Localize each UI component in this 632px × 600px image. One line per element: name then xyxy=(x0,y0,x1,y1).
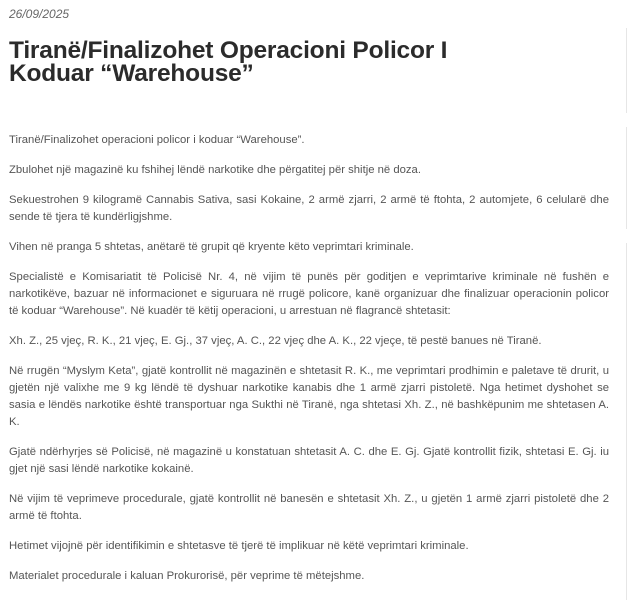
article-date: 26/09/2025 xyxy=(9,7,70,21)
paragraph: Tiranë/Finalizohet operacioni policor i koduar “Warehouse”. xyxy=(9,134,305,146)
article-title xyxy=(9,39,609,85)
paragraph: Specialistë e Komisariatit të Policisë Nr. 4, në vijim të punës për goditjen e veprimtarive kriminale në fushën e narkotikëve, bazuar në informacionet e siguruara në rrugë policore, kanë organizuar dhe finalizuar operacionin policor të koduar “Warehouse”. Në kuadër të këtij operacioni, u arrestuan në flagrancë shtetasit: xyxy=(9,271,609,317)
paragraph: Hetimet vijojnë për identifikimin e shtetasve të tjerë të implikuar në këtë veprimtari kriminale. xyxy=(9,540,469,552)
article-title-line-1: Tiranë/Finalizohet Operacioni Policor I xyxy=(9,37,448,64)
paragraph: Në rrugën “Myslym Keta”, gjatë kontrollit në magazinën e shtetasit R. K., me veprimtari prodhimin e paletave të drurit, u gjetën një valixhe me 9 kg lëndë të dyshuar narkotike kanabis dhe 1 armë zjarri pistoletë. Nga hetimet dyshohet se sasia e lëndës narkotike është transportuar nga Sukthi në Tiranë, nga shtetasi Xh. Z., në bashkëpunim me shtetasen A. K. xyxy=(9,365,609,428)
article xyxy=(9,6,609,598)
paragraph: Vihen në pranga 5 shtetas, anëtarë të grupit që kryente këto veprimtari kriminale. xyxy=(9,241,414,253)
sidebar-widget-edge xyxy=(626,243,632,600)
paragraph: Gjatë ndërhyrjes së Policisë, në magazinë u konstatuan shtetasit A. C. dhe E. Gj. Gjatë kontrollit fizik, shtetasi E. Gj. iu gjet një sasi lëndë narkotike kokainë. xyxy=(9,446,609,475)
paragraph: Xh. Z., 25 vjeç, R. K., 21 vjeç, E. Gj., 37 vjeç, A. C., 22 vjeç dhe A. K., 22 vjeçe, të pestë banues në Tiranë. xyxy=(9,335,542,347)
sidebar-widget-edge xyxy=(626,28,632,113)
paragraph: Sekuestrohen 9 kilogramë Cannabis Sativa, sasi Kokaine, 2 armë zjarri, 2 armë të ftohta, 2 automjete, 6 celularë dhe sende të tjera të kundërligjshme. xyxy=(9,194,609,223)
paragraph: Në vijim të veprimeve procedurale, gjatë kontrollit në banesën e shtetasit Xh. Z., u gjetën 1 armë zjarri pistoletë dhe 2 armë të ftohta. xyxy=(9,493,609,522)
paragraph: Materialet procedurale i kaluan Prokurorisë, për veprime të mëtejshme. xyxy=(9,570,365,582)
article-body xyxy=(9,132,609,585)
article-title-line-2: Koduar “Warehouse” xyxy=(9,60,254,87)
paragraph: Zbulohet një magazinë ku fshihej lëndë narkotike dhe përgatitej për shitje në doza. xyxy=(9,164,421,176)
sidebar-widget-edge xyxy=(626,127,632,229)
